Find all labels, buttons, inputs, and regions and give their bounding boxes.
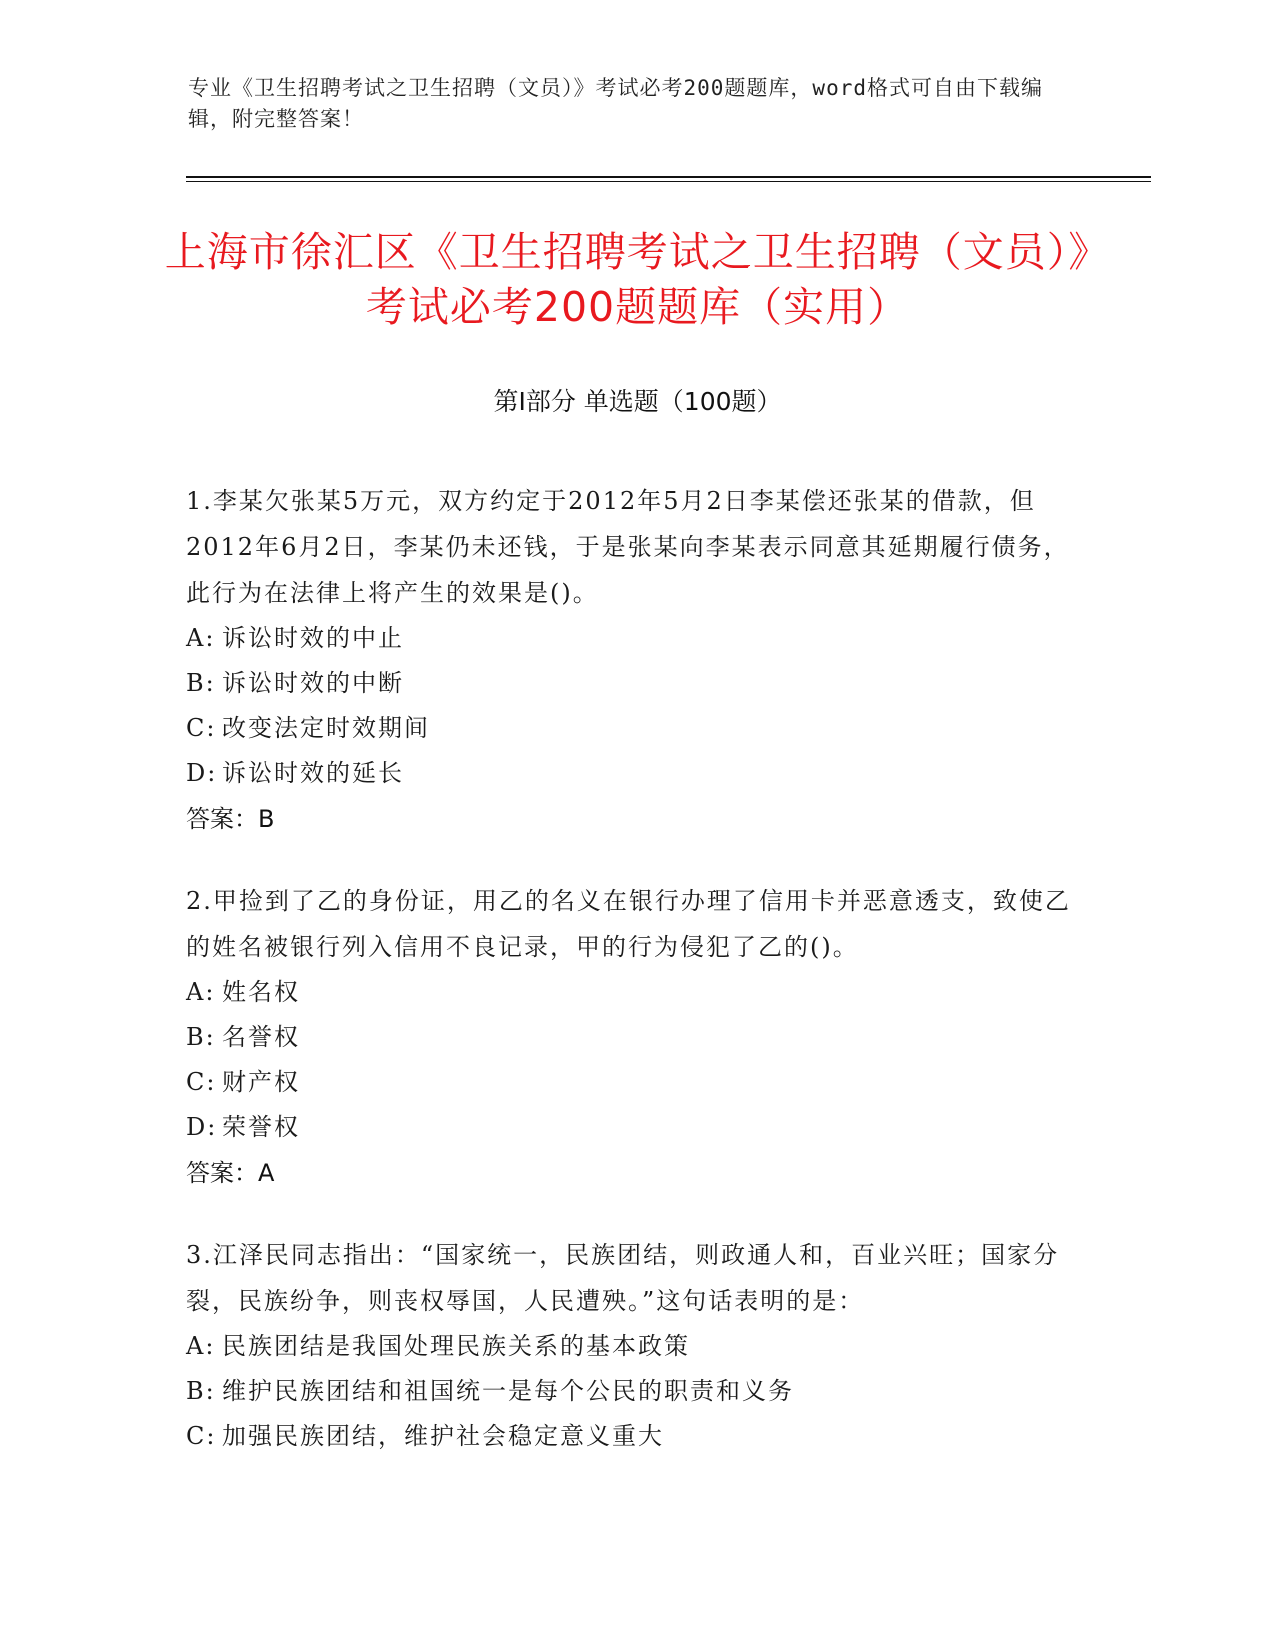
answer-label: 答案： (186, 1159, 258, 1187)
option-text: 荣誉权 (222, 1113, 300, 1141)
question-list (186, 478, 1086, 1495)
option-key: A: (186, 978, 216, 1006)
option-b (186, 1369, 1086, 1414)
question-stem: 1.李某欠张某5万元，双方约定于2012年5月2日李某偿还张某的借款，但2012年6月2日，李某仍未还钱，于是张某向李某表示同意其延期履行债务，此行为在法律上将产生的效果是()。 (186, 487, 1070, 607)
option-text: 姓名权 (222, 978, 300, 1006)
option-c (186, 1414, 1086, 1459)
option-b (186, 1015, 1086, 1060)
question-1 (186, 478, 1086, 842)
option-text: 改变法定时效期间 (222, 714, 430, 742)
option-text: 财产权 (222, 1068, 300, 1096)
header-note: 专业《卫生招聘考试之卫生招聘（文员）》考试必考200题题库，word格式可自由下载编辑，附完整答案！ (188, 76, 1043, 131)
option-key: B: (186, 669, 216, 697)
option-text: 诉讼时效的中断 (222, 669, 404, 697)
option-key: D: (186, 759, 218, 787)
header-divider-thin (186, 181, 1151, 182)
option-text: 加强民族团结，维护社会稳定意义重大 (222, 1422, 664, 1450)
section-heading: 第Ⅰ部分 单选题（100题） (493, 387, 782, 416)
option-key: C: (186, 1068, 217, 1096)
option-c (186, 1060, 1086, 1105)
question-2 (186, 878, 1086, 1196)
option-a (186, 970, 1086, 1015)
option-key: B: (186, 1023, 216, 1051)
option-text: 诉讼时效的延长 (222, 759, 404, 787)
answer-value: A (258, 1159, 275, 1187)
option-key: A: (186, 1332, 216, 1360)
option-text: 维护民族团结和祖国统一是每个公民的职责和义务 (222, 1377, 794, 1405)
option-c (186, 706, 1086, 751)
option-key: C: (186, 714, 217, 742)
option-b (186, 661, 1086, 706)
option-text: 诉讼时效的中止 (222, 624, 404, 652)
option-key: D: (186, 1113, 218, 1141)
answer-line (186, 1150, 1086, 1196)
answer-line (186, 796, 1086, 842)
option-d (186, 751, 1086, 796)
answer-label: 答案： (186, 805, 258, 833)
answer-value: B (258, 805, 275, 833)
option-text: 名誉权 (222, 1023, 300, 1051)
question-3 (186, 1232, 1086, 1459)
question-stem: 2.甲捡到了乙的身份证，用乙的名义在银行办理了信用卡并恶意透支，致使乙的姓名被银行列入信用不良记录，甲的行为侵犯了乙的()。 (186, 887, 1071, 961)
option-d (186, 1105, 1086, 1150)
question-stem: 3.江泽民同志指出：“国家统一，民族团结，则政通人和，百业兴旺；国家分裂，民族纷争，则丧权辱国，人民遭殃。”这句话表明的是： (186, 1241, 1060, 1315)
option-a (186, 1324, 1086, 1369)
option-key: A: (186, 624, 216, 652)
document-title: 上海市徐汇区《卫生招聘考试之卫生招聘（文员）》考试必考200题题库（实用） (164, 228, 1111, 331)
option-key: C: (186, 1422, 217, 1450)
header-divider-thick (186, 176, 1151, 178)
option-a (186, 616, 1086, 661)
option-key: B: (186, 1377, 216, 1405)
option-text: 民族团结是我国处理民族关系的基本政策 (222, 1332, 690, 1360)
